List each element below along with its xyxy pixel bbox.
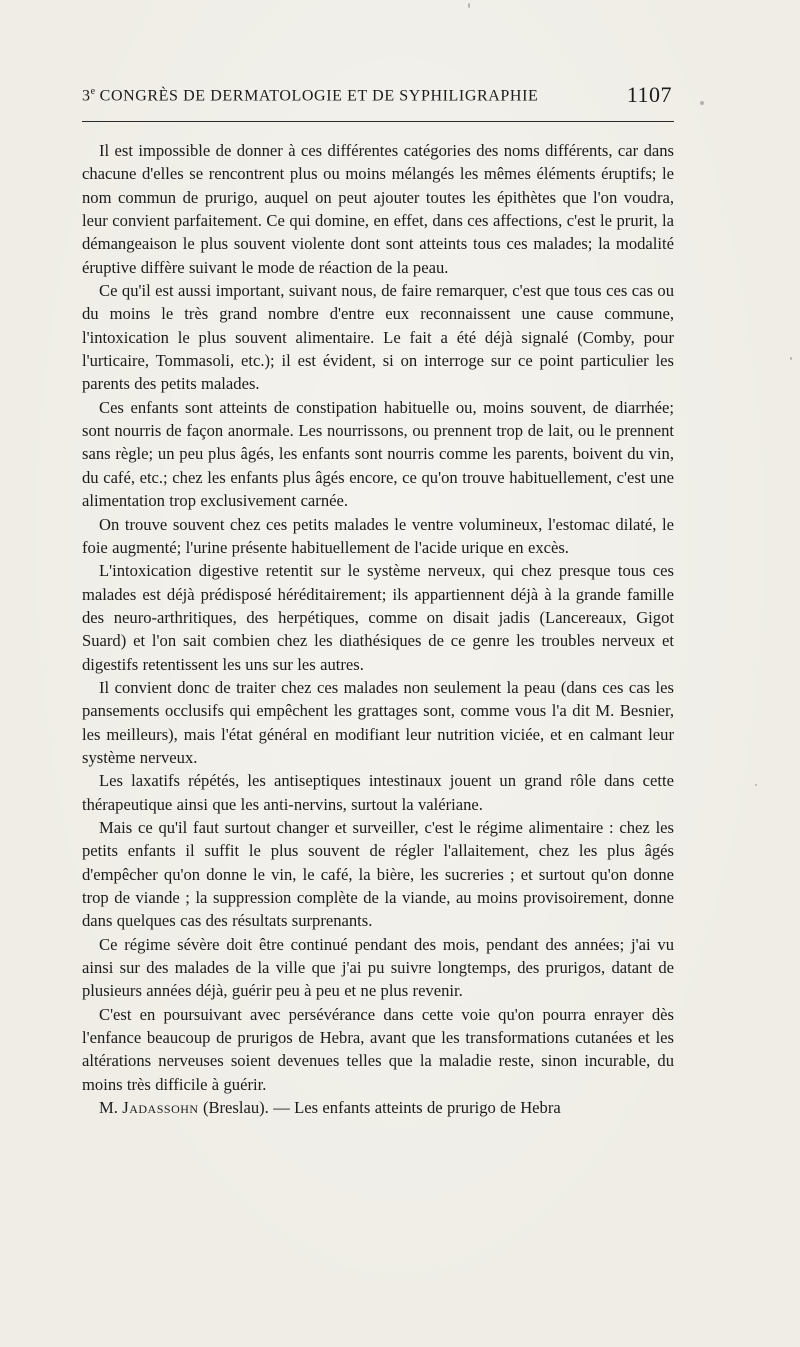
paragraph-2: Ce qu'il est aussi important, suivant nous, de faire remarquer, c'est que tous ces cas ou du moins le très grand nombre d'entre eux reconnaissent une cause commune, l'intoxication le plus souvent alimentaire. Le fait a été déjà signalé (Comby, pour l'urticaire, Tommasoli, etc.); il est évident, si on interroge sur ce point particulier les parents des petits malades. — [82, 281, 674, 394]
header-rule — [82, 121, 674, 122]
running-head-ordinal: 3 — [82, 87, 91, 105]
paragraph-1: Il est impossible de donner à ces différentes catégories des noms différents, car dans chacune d'elles se rencontrent plus ou moins mélangés les mêmes éléments éruptifs; le nom commun de prurigo, auquel on peut ajouter toutes les épithètes que l'on voudra, leur convient parfaitement. Ce qui domine, en effet, dans ces affections, c'est le prurit, la démangeaison le plus souvent violente dont sont atteints tous ces malades; la modalité éruptive diffère suivant le mode de réaction de la peau. — [82, 141, 674, 277]
paragraph-11-text: — Les enfants atteints de prurigo de Hebra — [273, 1098, 561, 1118]
speaker-name: Jadassohn — [122, 1098, 199, 1118]
paragraph-10: C'est en poursuivant avec persévérance dans cette voie qu'on pourra enrayer dès l'enfance beaucoup de prurigos de Hebra, avant que les transformations cutanées et les altérations nerveuses soient devenues telles que la maladie reste, sinon incurable, du moins très difficile à guérir. — [82, 1004, 674, 1094]
speaker-prefix: M. — [99, 1098, 118, 1118]
paragraph-5: L'intoxication digestive retentit sur le système nerveux, qui chez presque tous ces malades est déjà prédisposé héréditairement; ils appartiennent déjà à la grande famille des neuro-arthritiques, des herpétiques, comme on disait jadis (Lancereaux, Gigot Suard) et l'on sait combien chez les diathésiques de ce genre les troubles nerveux et digestifs retentissent les uns sur les autres. — [82, 561, 674, 674]
paragraph-3: Ces enfants sont atteints de constipation habituelle ou, moins souvent, de diarrhée; sont nourris de façon anormale. Les nourrissons, ou prennent trop de lait, ou le prennent sans règle; un peu plus âgés, les enfants sont nourris comme les parents, boivent du vin, du café, etc.; chez les enfants plus âgés encore, ce qu'on trouve habituellement, c'est une alimentation trop exclusivement carnée. — [82, 397, 674, 511]
paper-speck — [755, 784, 757, 786]
running-head-ordinal-suffix: e — [90, 86, 96, 97]
paper-speck — [790, 357, 792, 360]
paragraph-11 — [82, 1096, 674, 1119]
running-head — [82, 82, 672, 112]
paragraph-6: Il convient donc de traiter chez ces malades non seulement la peau (dans ces cas les pansements occlusifs qui empêchent les grattages sont, comme vous l'a dit M. Besnier, les meilleurs), mais l'état général en modifiant leur nutrition viciée, et en calmant leur système nerveux. — [82, 677, 674, 767]
paragraph-4: On trouve souvent chez ces petits malades le ventre volumineux, l'estomac dilaté, le foie augmenté; l'urine présente habituellement de l'acide urique en excès. — [82, 514, 674, 557]
body-text — [82, 139, 674, 1119]
paper-speck — [468, 3, 470, 8]
paragraph-7: Les laxatifs répétés, les antiseptiques intestinaux jouent un grand rôle dans cette thérapeutique ainsi que les anti-nervins, surtout la valériane. — [82, 771, 674, 814]
speaker-location: (Breslau). — [202, 1098, 269, 1118]
running-head-title — [82, 86, 538, 105]
paper-speck — [700, 101, 704, 105]
paragraph-9: Ce régime sévère doit être continué pendant des mois, pendant des années; j'ai vu ainsi sur des malades de la ville que j'ai pu suivre longtemps, des prurigos, datant de plusieurs années déjà, guérir peu à peu et ne plus revenir. — [82, 934, 674, 1001]
paragraph-8: Mais ce qu'il faut surtout changer et surveiller, c'est le régime alimentaire : chez les petits enfants il suffit le plus souvent de régler l'allaitement, chez les plus âgés d'empêcher qu'on donne le vin, le café, la bière, les sucreries ; et surtout qu'on donne trop de viande ; la suppression complète de la viande, au moins provisoirement, donne dans quelques cas des résultats surprenants. — [82, 817, 674, 931]
page-number: 1107 — [626, 82, 672, 107]
running-head-text: CONGRÈS DE DERMATOLOGIE ET DE SYPHILIGRAPHIE — [99, 87, 539, 105]
